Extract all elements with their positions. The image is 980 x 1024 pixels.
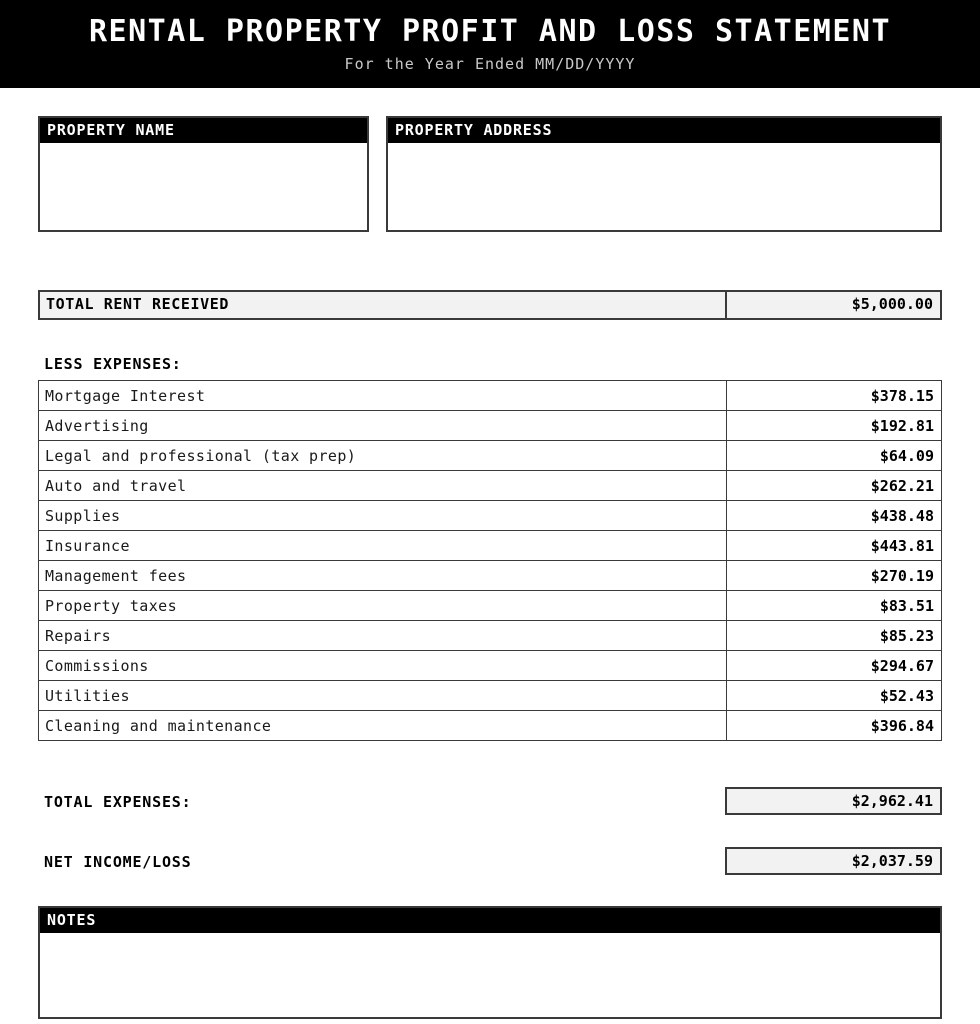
expense-amount-cell[interactable]: $64.09 (726, 441, 941, 471)
table-row (39, 411, 942, 441)
document-header-band (0, 0, 980, 88)
notes-input[interactable] (40, 933, 940, 1017)
expense-name-cell: Legal and professional (tax prep) (39, 441, 727, 471)
expense-amount-cell[interactable]: $443.81 (726, 531, 941, 561)
notes-label: NOTES (40, 908, 940, 933)
net-income-loss-label: NET INCOME/LOSS (44, 853, 192, 871)
expense-amount-cell[interactable]: $83.51 (726, 591, 941, 621)
expenses-table (38, 380, 942, 741)
property-name-input[interactable] (40, 143, 367, 230)
total-rent-received-label: TOTAL RENT RECEIVED (46, 295, 229, 313)
property-address-input[interactable] (388, 143, 940, 230)
expense-name-cell: Mortgage Interest (39, 381, 727, 411)
expense-amount-cell[interactable]: $294.67 (726, 651, 941, 681)
table-row (39, 681, 942, 711)
expense-amount-cell[interactable]: $396.84 (726, 711, 941, 741)
expense-name-cell: Auto and travel (39, 471, 727, 501)
expense-name-cell: Management fees (39, 561, 727, 591)
expense-amount-cell[interactable]: $438.48 (726, 501, 941, 531)
net-income-loss-amount[interactable]: $2,037.59 (725, 847, 942, 875)
expense-amount-cell[interactable]: $192.81 (726, 411, 941, 441)
property-address-label: PROPERTY ADDRESS (388, 118, 940, 143)
expense-name-cell: Utilities (39, 681, 727, 711)
expense-name-cell: Supplies (39, 501, 727, 531)
table-row (39, 441, 942, 471)
expense-name-cell: Repairs (39, 621, 727, 651)
table-row (39, 531, 942, 561)
expense-amount-cell[interactable]: $52.43 (726, 681, 941, 711)
total-expenses-label: TOTAL EXPENSES: (44, 793, 192, 811)
total-rent-received-amount[interactable]: $5,000.00 (725, 292, 940, 318)
property-address-field[interactable] (386, 116, 942, 232)
page-subtitle: For the Year Ended MM/DD/YYYY (344, 55, 636, 73)
table-row (39, 471, 942, 501)
expense-amount-cell[interactable]: $85.23 (726, 621, 941, 651)
table-row (39, 651, 942, 681)
table-row (39, 501, 942, 531)
table-row (39, 621, 942, 651)
expense-amount-cell[interactable]: $378.15 (726, 381, 941, 411)
total-expenses-amount[interactable]: $2,962.41 (725, 787, 942, 815)
expenses-table-body (39, 381, 942, 741)
notes-field[interactable] (38, 906, 942, 1019)
table-row (39, 381, 942, 411)
table-row (39, 711, 942, 741)
page-title: RENTAL PROPERTY PROFIT AND LOSS STATEMENT (88, 14, 892, 49)
expense-name-cell: Insurance (39, 531, 727, 561)
expense-name-cell: Advertising (39, 411, 727, 441)
less-expenses-heading: LESS EXPENSES: (44, 355, 182, 373)
property-name-label: PROPERTY NAME (40, 118, 367, 143)
expense-amount-cell[interactable]: $270.19 (726, 561, 941, 591)
expense-name-cell: Cleaning and maintenance (39, 711, 727, 741)
expense-name-cell: Property taxes (39, 591, 727, 621)
expense-name-cell: Commissions (39, 651, 727, 681)
table-row (39, 561, 942, 591)
expense-amount-cell[interactable]: $262.21 (726, 471, 941, 501)
table-row (39, 591, 942, 621)
property-name-field[interactable] (38, 116, 369, 232)
total-rent-received-row (38, 290, 942, 320)
